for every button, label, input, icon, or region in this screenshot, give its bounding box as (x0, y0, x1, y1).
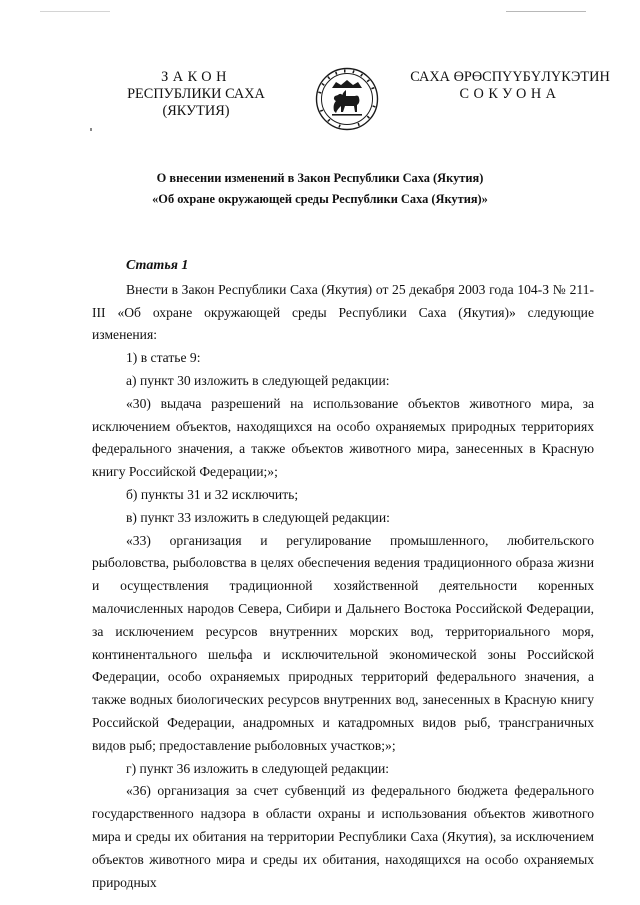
article-heading: Статья 1 (126, 258, 189, 273)
paragraph: г) пункт 36 изложить в следующей редакции: (126, 760, 390, 776)
paragraph: в) пункт 33 изложить в следующей редакции: (126, 509, 390, 525)
header-left-line2: РЕСПУБЛИКИ САХА (ЯКУТИЯ) (127, 86, 265, 119)
scan-dot (90, 128, 92, 131)
header-left-line1: ЗАКОН (161, 69, 231, 85)
law-title-line1: О внесении изменений в Закон Республики Саха (Якутия) (156, 171, 484, 185)
scan-artifact-left (40, 11, 110, 12)
paragraph: «30) выдача разрешений на использование объектов животного мира, за исключением объектов, находящихся на особо охраняемых природных территориях федерального значения, а также объектов животного мира, занесенных в Красную книгу Российской Федерации;»; (92, 395, 594, 480)
law-title-line2: «Об охране окружающей среды Республики Саха (Якутия)» (152, 192, 488, 206)
law-title (0, 168, 640, 210)
document-header (0, 69, 640, 139)
document-body (92, 255, 594, 894)
paragraph: Внести в Закон Республики Саха (Якутия) от 25 декабря 2003 года 104-З № 211-III «Об охране окружающей среды Республики Саха (Якутия)» следующие изменения: (92, 281, 594, 343)
header-right-line2: СОКУОНА (459, 86, 561, 102)
header-right-line1: САХА ӨРӨСПҮҮБҮЛҮКЭТИН (410, 69, 610, 85)
scan-artifact-right (506, 11, 586, 12)
paragraph: «36) организация за счет субвенций из федерального бюджета федерального государственного надзора в области охраны и использования объектов животного мира и среды их обитания на территории Республики Саха (Якутия), за исключением объектов животного мира и среды их обитания, находящихся на особо охраняемых природных (92, 783, 594, 890)
paragraph: 1) в статье 9: (126, 350, 201, 366)
header-left (96, 69, 296, 120)
paragraph: а) пункт 30 изложить в следующей редакции: (126, 372, 390, 388)
header-right (396, 69, 624, 103)
republic-emblem-icon (315, 67, 379, 131)
paragraph: б) пункты 31 и 32 исключить; (126, 486, 299, 502)
paragraph: «33) организация и регулирование промышленного, любительского рыболовства, рыболовства в целях обеспечения ведения традиционного образа жизни и осуществления традиционной хозяйственной деятельности коренных малочисленных народов Севера, Сибири и Дальнего Востока Российской Федерации, за исключением ресурсов внутренних морских вод, территориального моря, континентального шельфа и исключительной экономической зоны Российской Федерации, особо охраняемых природных территорий федерального значения, а также водных биологических ресурсов внутренних вод, занесенных в Красную книгу Российской Федерации, анадромных и катадромных видов рыб, трансграничных видов рыб; предоставление рыболовных участков;»; (92, 532, 594, 753)
